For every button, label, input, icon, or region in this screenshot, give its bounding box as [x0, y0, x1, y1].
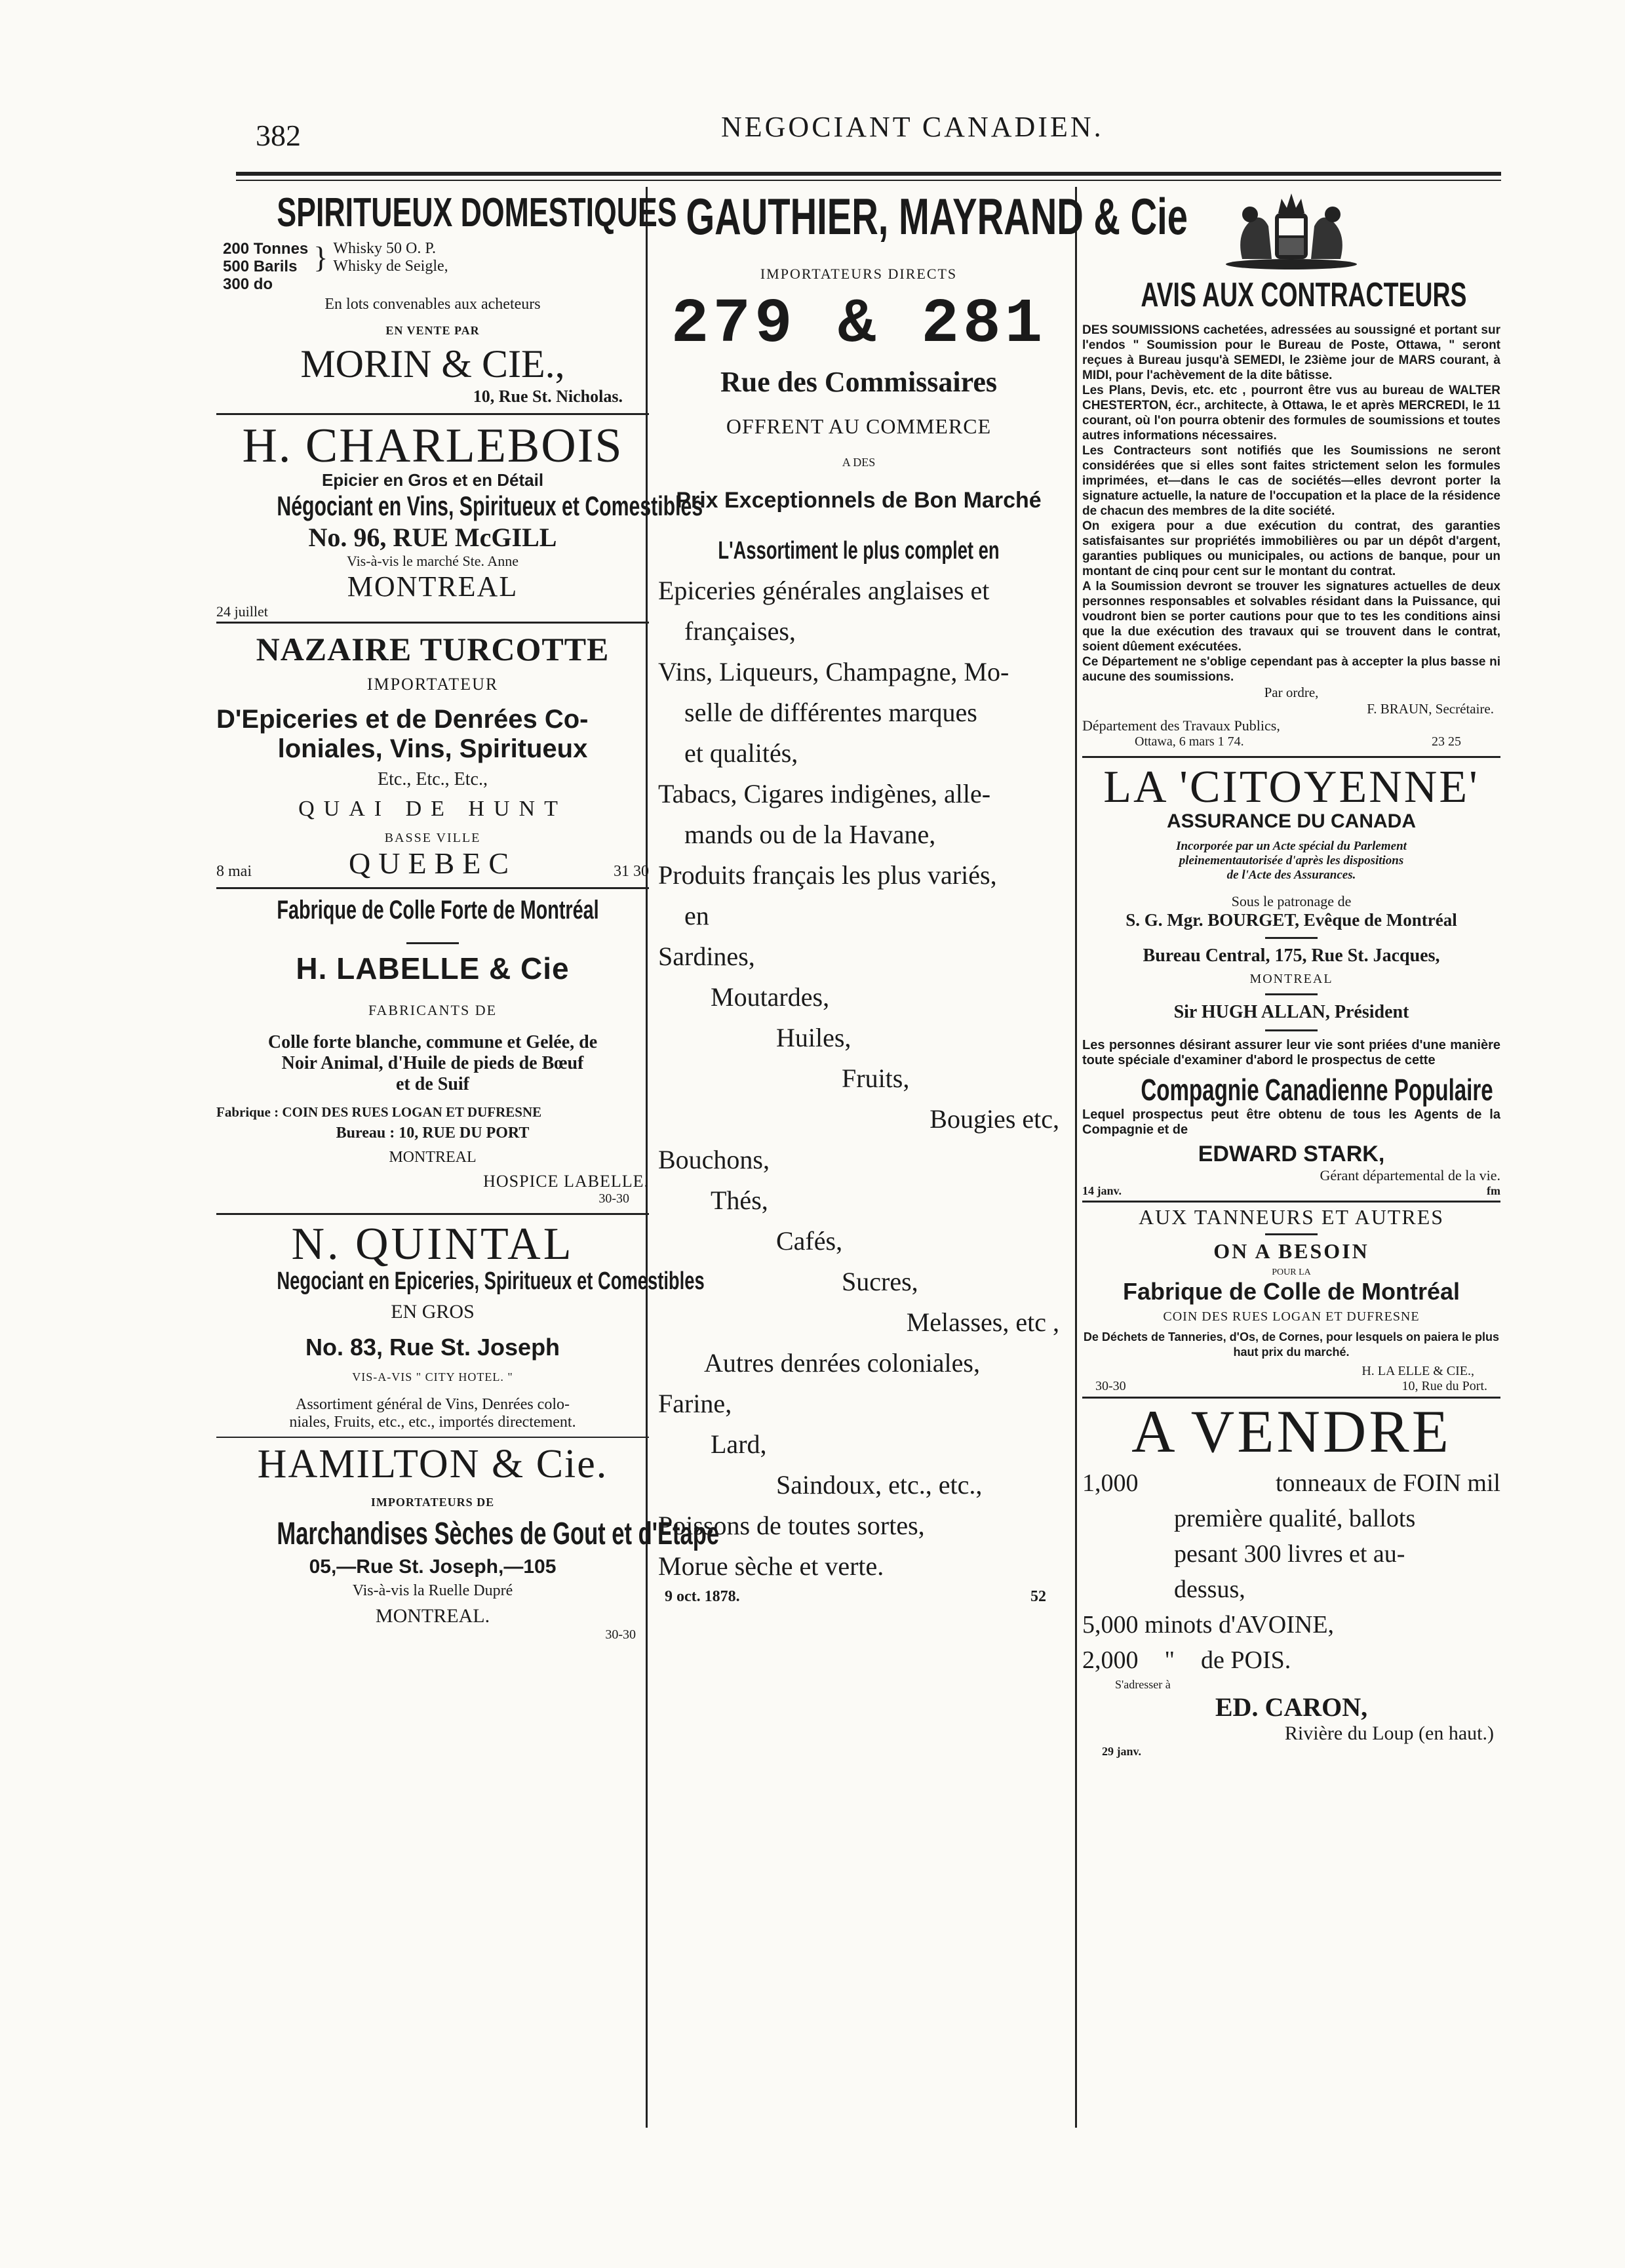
ad-line: Sir HUGH ALLAN, Président — [1173, 1002, 1409, 1022]
ad-head: AUX TANNEURS ET AUTRES — [1138, 1205, 1445, 1229]
ad-line: QUAI DE HUNT — [298, 797, 567, 821]
ad-labelle — [216, 896, 649, 1206]
notice-paragraph: On exigera pour a due exécution du contrat, des garanties satisfaisantes sur propriétés immobilières ou par un dépôt d'argent, garanties publiques ou municipales, ou actions de banque, pour un montant de cinq pour cent sur le montant du contrat. — [1082, 519, 1500, 578]
list-item: Thés, — [711, 1185, 768, 1215]
stock-list — [216, 240, 649, 293]
header-rule — [236, 172, 1501, 176]
ad-citoyenne — [1082, 762, 1500, 1198]
ad-line: " — [1164, 1646, 1175, 1674]
ad-line: A DES — [842, 456, 876, 469]
list-item: Huiles, — [776, 1023, 852, 1052]
ad-line: IMPORTATEURS DE — [370, 1496, 495, 1509]
ad-title: H. LABELLE & Cie — [296, 951, 570, 985]
ad-line: Vis-à-vis la Ruelle Dupré — [352, 1582, 513, 1599]
address-number: 279 & 281 — [671, 288, 1047, 360]
notice-paragraph: Lequel prospectus peut être obtenu de tous les Agents de la Compagnie et de — [1082, 1107, 1500, 1137]
ad-code: fm — [1487, 1184, 1500, 1197]
list-item: Sardines, — [658, 942, 755, 971]
ad-date: 24 juillet — [216, 603, 268, 620]
ad-code: 30-30 — [1095, 1379, 1126, 1393]
seller-name: MORIN & CIE., — [300, 342, 565, 386]
ad-note: En lots convenables aux acheteurs — [324, 296, 541, 313]
ad-line: Rivière du Loup (en haut.) — [1284, 1722, 1494, 1744]
seller-name: ED. CARON, — [1215, 1692, 1368, 1722]
column-divider-2 — [1075, 187, 1077, 2128]
ad-line: No. 83, Rue St. Joseph — [305, 1334, 560, 1361]
ad-tanneurs — [1082, 1205, 1500, 1394]
ad-a-vendre — [1082, 1398, 1500, 1759]
ad-line: Etc., Etc., Etc., — [378, 769, 488, 789]
ad-date: 14 janv. — [1082, 1184, 1122, 1197]
ad-line: OFFRENT AU COMMERCE — [726, 414, 992, 438]
ad-line: Negociant en Epiceries, Spiritueux et Comestibles — [277, 1267, 705, 1295]
signature: F. BRAUN, Secrétaire. — [1367, 701, 1494, 717]
royal-arms-icon — [1082, 187, 1500, 275]
list-item: Produits français les plus variés, — [658, 860, 997, 890]
ad-line: Colle forte blanche, commune et Gelée, de — [267, 1032, 598, 1052]
ad-line: Sous le patronage de — [1231, 893, 1352, 909]
ad-line: VIS-A-VIS " CITY HOTEL. " — [352, 1370, 513, 1383]
ad-title: ON A BESOIN — [1213, 1239, 1369, 1263]
ad-line: 5,000 minots d'AVOINE, — [1082, 1611, 1335, 1639]
product-list — [658, 570, 1059, 1587]
ad-title: NAZAIRE TURCOTTE — [256, 631, 610, 667]
list-item: mands ou de la Havane, — [684, 820, 936, 849]
ad-line: HOSPICE LABELLE. — [483, 1172, 649, 1191]
ad-line: Négociant en Vins, Spiritueux et Comestibles — [277, 490, 703, 521]
ad-line: S'adresser à — [1115, 1678, 1171, 1691]
notice-paragraph: Les Contracteurs sont notifiés que les Soumissions ne seront considérées que si elles sont faites strictement selon les formules imprimées, et—dans le cas de sociétés—elles devront porter la signature actuelle, la nature de l'occupation et la place de la résidence de chacun des membres de la dite société. — [1082, 444, 1500, 518]
ad-line: FABRICANTS DE — [368, 1002, 498, 1018]
ad-line: tonneaux de FOIN mil — [1275, 1469, 1500, 1497]
ad-title: A VENDRE — [1131, 1398, 1451, 1465]
list-item: en — [684, 901, 709, 930]
ad-code: 30-30 — [598, 1191, 629, 1206]
ad-line: L'Assortiment le plus complet en — [718, 537, 1000, 565]
ad-line: Prix Exceptionnels de Bon Marché — [676, 488, 1042, 513]
ad-line: première qualité, ballots — [1174, 1505, 1416, 1532]
stock-qty-1: 200 Tonnes — [223, 240, 309, 258]
ad-line: Assortiment général de Vins, Denrées colo- — [296, 1396, 570, 1413]
list-item: et qualités, — [684, 738, 798, 768]
ad-line: niales, Fruits, etc., etc., importés directement. — [289, 1414, 576, 1431]
ad-line: 10, Rue du Port. — [1401, 1379, 1487, 1393]
ad-date: Ottawa, 6 mars 1 74. — [1135, 734, 1244, 749]
ad-line: dessus, — [1174, 1576, 1245, 1603]
list-item: Bougies etc, — [930, 1104, 1059, 1134]
ad-line: Par ordre, — [1264, 685, 1319, 700]
header-rule-thin — [236, 180, 1501, 181]
ad-title: N. QUINTAL — [291, 1219, 574, 1269]
ad-head: Fabrique de Colle Forte de Montréal — [277, 896, 599, 925]
ad-city: QUEBEC — [349, 846, 517, 880]
notice-paragraph: De Déchets de Tanneries, d'Os, de Cornes, pour lesquels on paiera le plus haut prix du marché. — [1083, 1330, 1500, 1359]
notice-paragraph: DES SOUMISSIONS cachetées, adressées au soussigné et portant sur l'endos " Soumission pour le Bureau de Poste, Ottawa, " seront reçues à Bureau jusqu'à SEMEDI, le 23ième jour de MARS courant, à MIDI, pour l'achèvement de la dite bâtisse. — [1082, 323, 1500, 382]
ad-line: ASSURANCE DU CANADA — [1166, 810, 1416, 832]
seller-address: 10, Rue St. Nicholas. — [473, 387, 623, 406]
ad-line: Vis-à-vis le marché Ste. Anne — [347, 553, 519, 569]
list-item: Epiceries générales anglaises et — [658, 576, 990, 605]
ad-line: Incorporée par un Acte spécial du Parlement — [1176, 839, 1407, 853]
notice-paragraph: Les Plans, Devis, etc. etc , pourront être vus au bureau de WALTER CHESTERTON, écr., architecte, à Ottawa, le et après MERCREDI, le 11 courant, où l'on pourra obtenir des formules de soumissions et toutes autres informations nécessaires. — [1082, 384, 1500, 443]
list-item: Lard, — [711, 1429, 767, 1459]
ad-line: Département des Travaux Publics, — [1082, 717, 1280, 734]
list-item: Farine, — [658, 1389, 732, 1418]
list-item: Vins, Liqueurs, Champagne, Mo- — [658, 657, 1009, 686]
ad-line: BASSE VILLE — [384, 831, 481, 845]
ad-line: Bureau Central, 175, Rue St. Jacques, — [1143, 945, 1440, 966]
list-item: Autres denrées coloniales, — [704, 1348, 980, 1378]
ad-city: MONTREAL — [347, 570, 519, 603]
list-item: Moutardes, — [711, 982, 830, 1012]
ad-line: 05,—Rue St. Joseph,—105 — [309, 1556, 557, 1578]
brace: } — [313, 241, 328, 274]
ad-line: de POIS. — [1201, 1646, 1291, 1674]
agent-name: EDWARD STARK, — [1198, 1142, 1385, 1166]
ad-date: 8 mai — [216, 863, 252, 880]
list-item: Bouchons, — [658, 1145, 770, 1174]
ad-avis-contracteurs — [1082, 187, 1500, 749]
ad-line: Epicier en Gros et en Détail — [321, 470, 544, 490]
ad-line: EN GROS — [391, 1301, 475, 1323]
stock-qty-3: 300 do — [223, 275, 273, 293]
ad-title: GAUTHIER, MAYRAND & Cie — [686, 188, 1188, 245]
ad-line: loniales, Vins, Spiritueux — [277, 734, 588, 763]
list-item: Cafés, — [776, 1226, 843, 1256]
ad-title: AVIS AUX CONTRACTEURS — [1141, 276, 1467, 314]
en-vente: EN VENTE PAR — [385, 324, 480, 337]
ad-city: MONTREAL — [1249, 972, 1333, 986]
ad-date: 29 janv. — [1102, 1745, 1142, 1758]
notice-paragraph: A la Soumission devront se trouver les signatures actuelles de deux personnes responsables et solvables résidant dans la Puissance, qui voudront bien se porter cautions pour que to tes les conditions ainsi que la due exécution des travaux qui se trouvent dans le contrat, soient dûement exécutées. — [1082, 580, 1500, 654]
ad-line: S. G. Mgr. BOURGET, Evêque de Montréal — [1126, 910, 1457, 930]
ad-line: pesant 300 livres et au- — [1174, 1540, 1405, 1568]
running-title: NEGOCIANT CANADIEN. — [721, 111, 1104, 143]
ad-title: H. CHARLEBOIS — [242, 419, 623, 473]
ad-turcotte — [216, 630, 649, 881]
ad-line: Bureau : 10, RUE DU PORT — [336, 1124, 530, 1142]
company-name: Compagnie Canadienne Populaire — [1141, 1073, 1493, 1107]
ad-code: 30-30 — [605, 1627, 636, 1642]
list-item: Morue sèche et verte. — [658, 1551, 884, 1581]
ad-line: IMPORTATEUR — [366, 675, 499, 694]
list-item: Poissons de toutes sortes, — [658, 1511, 925, 1540]
ad-line: Gérant départemental de la vie. — [1320, 1167, 1500, 1184]
ad-line: IMPORTATEURS DIRECTS — [760, 266, 958, 282]
ad-city: MONTREAL — [389, 1149, 477, 1166]
stock-desc-1: Whisky 50 O. P. — [333, 240, 437, 257]
notice-paragraph: Les personnes désirant assurer leur vie sont priées d'une manière toute spéciale d'examiner d'abord le prospectus de cette — [1082, 1038, 1500, 1067]
column-right — [1078, 187, 1504, 1759]
ad-line: Fabrique : COIN DES RUES LOGAN ET DUFRESNE — [216, 1104, 542, 1120]
ad-city: MONTREAL. — [375, 1605, 490, 1627]
ad-code: 52 — [1030, 1588, 1046, 1605]
ad-title: HAMILTON & Cie. — [257, 1442, 608, 1486]
ad-line: 1,000 — [1082, 1469, 1139, 1497]
street: Rue des Commissaires — [720, 366, 998, 398]
list-item: Fruits, — [842, 1064, 910, 1093]
list-item: Sucres, — [842, 1267, 918, 1296]
ad-line: POUR LA — [1272, 1267, 1311, 1277]
list-item: Saindoux, etc., etc., — [776, 1470, 983, 1500]
list-item: Tabacs, Cigares indigènes, alle- — [658, 779, 991, 808]
ad-title: SPIRITUEUX DOMESTIQUES — [277, 190, 677, 235]
list-item: françaises, — [684, 616, 796, 646]
ad-code: 23 25 — [1432, 734, 1461, 749]
ad-line: pleinementautorisée d'après les dispositions — [1179, 854, 1404, 867]
signature: H. LA ELLE & CIE., — [1361, 1364, 1474, 1378]
ad-line: COIN DES RUES LOGAN ET DUFRESNE — [1163, 1309, 1420, 1324]
ad-code: 31 30 — [614, 863, 649, 880]
ad-line: et de Suif — [396, 1074, 469, 1094]
ad-line: Noir Animal, d'Huile de pieds de Bœuf — [281, 1053, 584, 1073]
ad-title: LA 'CITOYENNE' — [1103, 762, 1479, 812]
ad-line: No. 96, RUE McGILL — [308, 523, 557, 552]
ad-date: 9 oct. 1878. — [665, 1588, 740, 1605]
stock-desc-3: Whisky de Seigle, — [333, 258, 448, 275]
ad-line: D'Epiceries et de Denrées Co- — [216, 705, 589, 734]
ad-line: Fabrique de Colle de Montréal — [1122, 1278, 1460, 1305]
ad-line: de l'Acte des Assurances. — [1226, 868, 1356, 882]
ad-line: 2,000 — [1082, 1646, 1139, 1674]
stock-qty-2: 500 Barils — [223, 258, 298, 275]
list-item: Melasses, etc , — [906, 1307, 1059, 1337]
page-number: 382 — [256, 119, 301, 152]
list-item: selle de différentes marques — [684, 698, 977, 727]
ad-spiritueux-domestiques — [216, 189, 677, 407]
notice-paragraph: Ce Département ne s'oblige cependant pas à accepter la plus basse ni aucune des soumissions. — [1082, 655, 1500, 684]
ad-charlebois — [216, 419, 703, 620]
ad-line: Marchandises Sèches de Gout et d'Etape — [277, 1517, 720, 1551]
